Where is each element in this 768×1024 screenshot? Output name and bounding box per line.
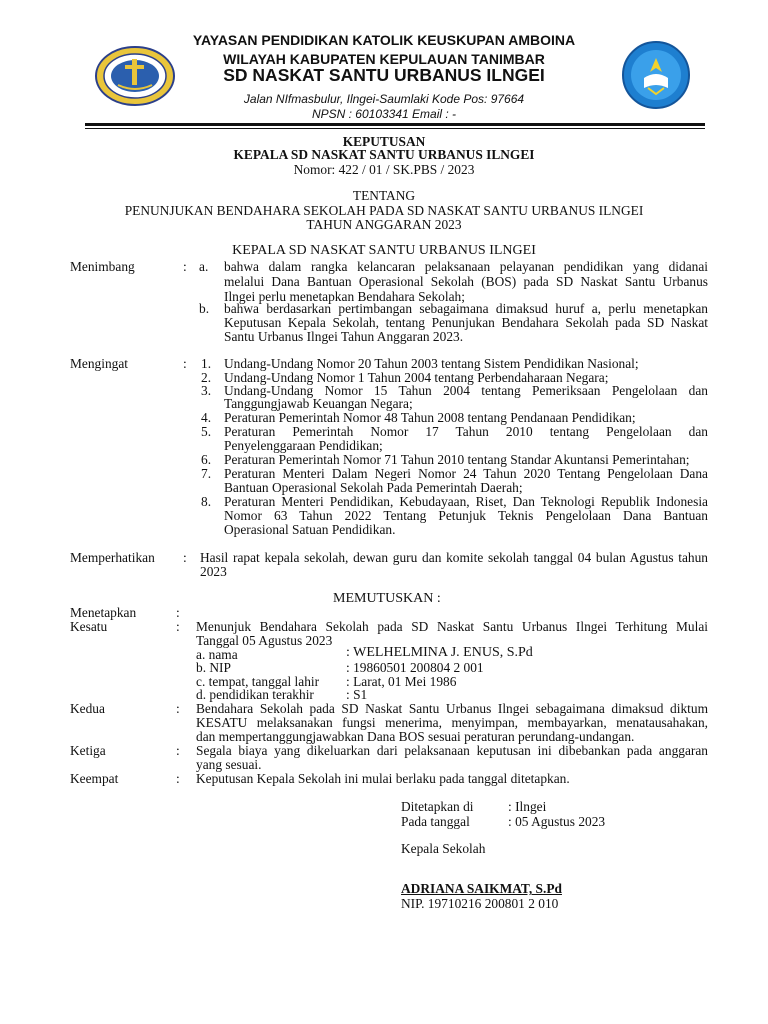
menimbang-b-line-3: Santu Urbanus Ilngei Tahun Anggaran 2023. <box>224 329 464 344</box>
list-marker: 5. <box>201 424 212 439</box>
memperhatikan-colon: : <box>183 550 187 565</box>
mengingat-item-8-line-3: Operasional Satuan Pendidikan. <box>224 522 396 537</box>
list-marker: 8. <box>201 494 212 509</box>
menimbang-a-line-1: bahwa dalam rangka kelancaran pelaksanaan pelayanan pendidikan yang didanai <box>224 259 708 274</box>
kesatu-line-2: Tanggal 05 Agustus 2023 <box>196 633 333 648</box>
mengingat-item-2: Undang-Undang Nomor 1 Tahun 2004 tentang Perbendaharaan Negara; <box>224 370 609 385</box>
signatory-nip: NIP. 19710216 200801 2 010 <box>401 896 559 911</box>
list-marker: 3. <box>201 383 212 398</box>
list-marker: 1. <box>201 356 212 371</box>
keempat-label: Keempat <box>70 771 119 786</box>
decree-title: KEPUTUSAN <box>342 134 426 149</box>
issuer-heading: KEPALA SD NASKAT SANTU URBANUS ILNGEI <box>232 243 536 258</box>
mengingat-label: Mengingat <box>70 356 129 371</box>
menimbang-a-line-3: Ilngei perlu menetapkan Bendahara Sekolah; <box>224 289 465 304</box>
mengingat-item-3-line-2: Tanggungjawab Keuangan Negara; <box>224 396 413 411</box>
field-value-pendidikan: : S1 <box>346 687 368 702</box>
list-marker: 6. <box>201 452 212 467</box>
school-npsn: NPSN : 60103341 Email : - <box>311 107 457 121</box>
memperhatikan-line-1: Hasil rapat kepala sekolah, dewan guru dan komite sekolah tanggal 04 bulan Agustus tahun <box>200 550 708 565</box>
mengingat-item-5-line-1: Peraturan Pemerintah Nomor 17 Tahun 2010 tentang Pengelolaan dan <box>224 424 708 439</box>
field-value-nama: : WELHELMINA J. ENUS, S.Pd <box>346 645 533 660</box>
list-marker: 7. <box>201 466 212 481</box>
field-label-nip: b. NIP <box>196 660 231 675</box>
kedua-line-1: Bendahara Sekolah pada SD Naskat Santu Urbanus Ilngei sebagaimana dimaksud diktum <box>196 701 708 716</box>
mengingat-colon: : <box>183 356 187 371</box>
keempat-line-1: Keputusan Kepala Sekolah ini mulai berlaku pada tanggal ditetapkan. <box>196 771 570 786</box>
tanggal-value: : 05 Agustus 2023 <box>508 814 606 829</box>
decree-issuer: KEPALA SD NASKAT SANTU URBANUS ILNGEI <box>233 147 535 162</box>
list-marker: a. <box>199 259 209 274</box>
mengingat-item-8-line-1: Peraturan Menteri Pendidikan, Kebudayaan, Riset, Dan Teknologi Republik Indonesia <box>224 494 708 509</box>
field-label-ttl: c. tempat, tanggal lahir <box>196 674 320 689</box>
mengingat-item-8-line-2: Nomor 63 Tahun 2022 Tentang Petunjuk Teknis Pengelolaan Dana Bantuan <box>224 508 708 523</box>
school-address: Jalan NIfmasbulur, Ilngei-Saumlaki Kode Pos: 97664 <box>243 92 525 106</box>
kesatu-label: Kesatu <box>70 619 108 634</box>
memutuskan-heading: MEMUTUSKAN : <box>333 591 441 606</box>
kedua-label: Kedua <box>70 701 105 716</box>
ketiga-colon: : <box>176 743 180 758</box>
field-label-nama: a. nama <box>196 647 238 662</box>
menimbang-b-line-1: bahwa berdasarkan pertimbangan sebagaimana dimaksud huruf a, perlu menetapkan <box>224 301 708 316</box>
letterhead-rule-thin <box>85 128 705 129</box>
letterhead-rule-thick <box>85 123 705 126</box>
menetapkan-colon: : <box>176 605 180 620</box>
foundation-name: YAYASAN PENDIDIKAN KATOLIK KEUSKUPAN AMBOINA <box>192 32 576 48</box>
menetapkan-label: Menetapkan <box>70 605 137 620</box>
mengingat-item-5-line-2: Penyelenggaraan Pendidikan; <box>224 438 383 453</box>
mengingat-item-7-line-2: Bantuan Operasional Sekolah Pada Pemerintah Daerah; <box>224 480 523 495</box>
signatory-title: Kepala Sekolah <box>401 841 486 856</box>
school-name: SD NASKAT SANTU URBANUS ILNGEI <box>223 65 545 85</box>
list-marker: 2. <box>201 370 212 385</box>
kedua-colon: : <box>176 701 180 716</box>
kedua-line-2: KESATU melaksanakan fungsi menerima, menyimpan, membayarkan, menatausahakan, <box>196 715 708 730</box>
list-marker: b. <box>199 301 210 316</box>
mengingat-item-1: Undang-Undang Nomor 20 Tahun 2003 tentang Sistem Pendidikan Nasional; <box>224 356 639 371</box>
ketiga-line-1: Segala biaya yang dikeluarkan dari pelaksanaan keputusan ini dibebankan pada anggaran <box>196 743 708 758</box>
kedua-line-3: dan mempertanggungjawabkan Dana BOS sesuai peraturan perundang-undangan. <box>196 729 635 744</box>
ketiga-line-2: yang sesuai. <box>196 757 262 772</box>
kesatu-colon: : <box>176 619 180 634</box>
tut-wuri-handayani-logo <box>621 40 691 110</box>
menimbang-a-line-2: melalui Dana Bantuan Operasional Sekolah (BOS) pada SD Naskat Santu Urbanus <box>224 274 708 289</box>
memperhatikan-label: Memperhatikan <box>70 550 155 565</box>
field-value-ttl: : Larat, 01 Mei 1986 <box>346 674 457 689</box>
menimbang-colon: : <box>183 259 187 274</box>
decree-subject: PENUNJUKAN BENDAHARA SEKOLAH PADA SD NASKAT SANTU URBANUS ILNGEI <box>124 203 644 218</box>
decree-number: Nomor: 422 / 01 / SK.PBS / 2023 <box>293 162 475 177</box>
mengingat-item-3-line-1: Undang-Undang Nomor 15 Tahun 2004 tentang Pemeriksaan Pengelolaan dan <box>224 383 708 398</box>
decree-fiscal-year: TAHUN ANGGARAN 2023 <box>306 217 462 232</box>
mengingat-item-7-line-1: Peraturan Menteri Dalam Negeri Nomor 24 Tahun 2020 Tentang Pengelolaan Dana <box>224 466 708 481</box>
memperhatikan-line-2: 2023 <box>200 564 227 579</box>
keempat-colon: : <box>176 771 180 786</box>
mengingat-item-6: Peraturan Pemerintah Nomor 71 Tahun 2010 tentang Standar Akuntansi Pemerintahan; <box>224 452 690 467</box>
tanggal-label: Pada tanggal <box>401 814 470 829</box>
ditetapkan-label: Ditetapkan di <box>401 799 474 814</box>
signatory-name: ADRIANA SAIKMAT, S.Pd <box>401 881 562 896</box>
menimbang-b-line-2: Keputusan Kepala Sekolah, tentang Penunjukan Bendahara Sekolah pada SD Naskat <box>224 315 708 330</box>
ditetapkan-value: : Ilngei <box>508 799 547 814</box>
ketiga-label: Ketiga <box>70 743 106 758</box>
list-marker: 4. <box>201 410 212 425</box>
mengingat-item-4: Peraturan Pemerintah Nomor 48 Tahun 2008 tentang Pendanaan Pendidikan; <box>224 410 636 425</box>
field-value-nip: : 19860501 200804 2 001 <box>346 660 484 675</box>
menimbang-label: Menimbang <box>70 259 135 274</box>
field-label-pendidikan: d. pendidikan terakhir <box>196 687 314 702</box>
region-name: WILAYAH KABUPATEN KEPULAUAN TANIMBAR <box>223 51 545 67</box>
tentang-heading: TENTANG <box>352 188 416 203</box>
kesatu-line-1: Menunjuk Bendahara Sekolah pada SD Naskat Santu Urbanus Ilngei Terhitung Mulai <box>196 619 708 634</box>
